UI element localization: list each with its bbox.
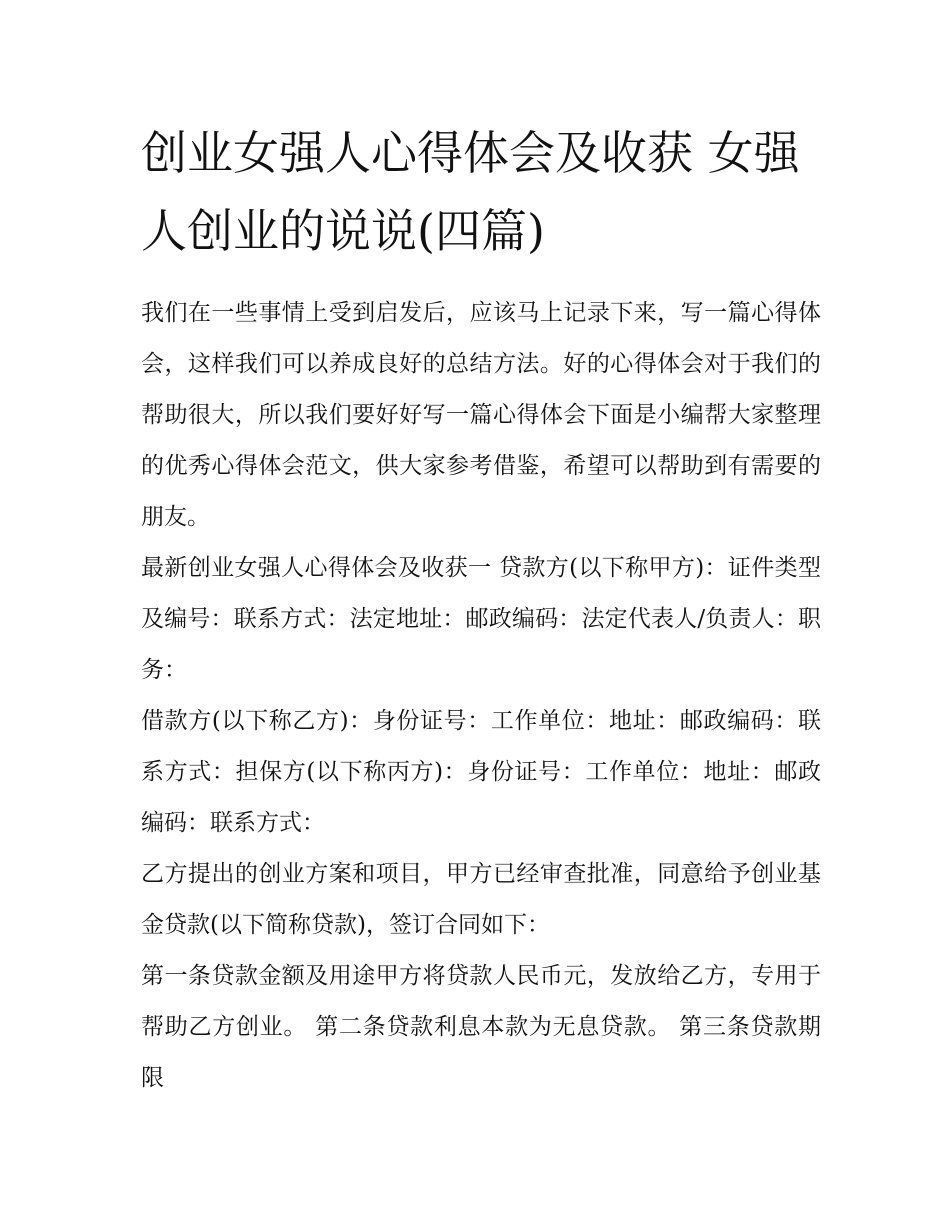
paragraph-terms: 第一条贷款金额及用途甲方将贷款人民币元，发放给乙方，专用于帮助乙方创业。 第二条贷款利息本款为无息贷款。 第三条贷款期限 — [141, 963, 821, 1091]
paragraph-intro: 我们在一些事情上受到启发后，应该马上记录下来，写一篇心得体会，这样我们可以养成良好的总结方法。好的心得体会对于我们的帮助很大，所以我们要好好写一篇心得体会下面是小编帮大家整理的优秀心得体会范文，供大家参考借鉴，希望可以帮助到有需要的朋友。 — [141, 300, 821, 530]
document-body — [141, 288, 821, 1104]
paragraph-borrower: 借款方(以下称乙方)：身份证号：工作单位：地址：邮政编码：联系方式：担保方(以下称丙方)：身份证号：工作单位：地址：邮政编码：联系方式： — [141, 708, 821, 836]
paragraph-approval: 乙方提出的创业方案和项目，甲方已经审查批准，同意给予创业基金贷款(以下简称贷款)，签订合同如下： — [141, 861, 821, 938]
paragraph-lender: 最新创业女强人心得体会及收获一 贷款方(以下称甲方)：证件类型及编号：联系方式：法定地址：邮政编码：法定代表人/负责人：职务： — [141, 555, 821, 683]
document-title: 创业女强人心得体会及收获 女强人创业的说说(四篇) — [141, 126, 800, 258]
document-page — [141, 114, 821, 1104]
